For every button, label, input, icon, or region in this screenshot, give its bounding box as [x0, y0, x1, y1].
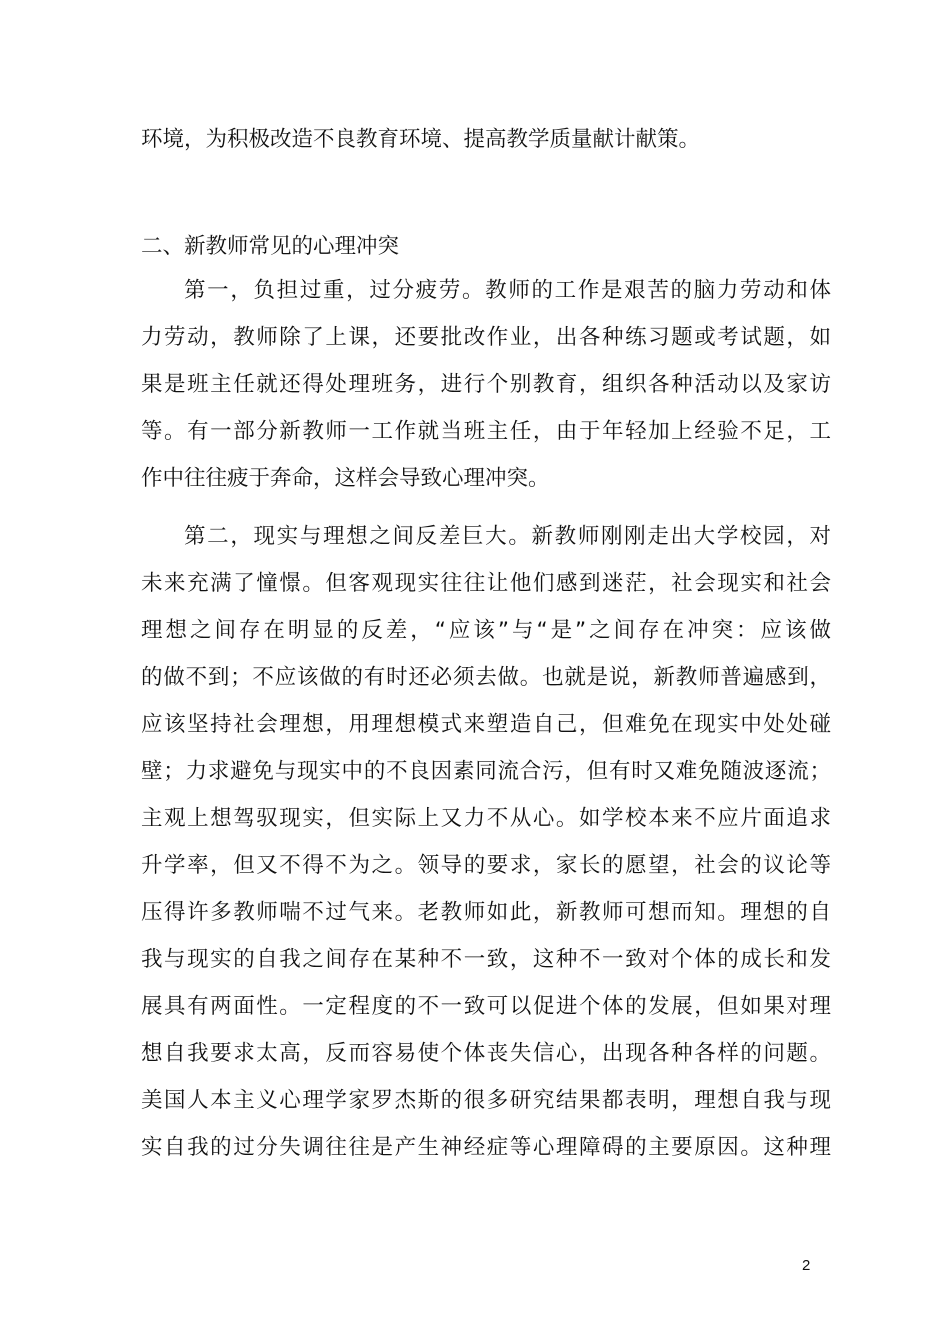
paragraph-line: 果是班主任就还得处理班务，进行个别教育，组织各种活动以及家访: [141, 372, 831, 397]
section-heading: 二、新教师常见的心理冲突: [141, 234, 400, 259]
paragraph-line: 作中往往疲于奔命，这样会导致心理冲突。: [141, 466, 550, 491]
paragraph-line: 想自我要求太高，反而容易使个体丧失信心，出现各种各样的问题。: [141, 1041, 831, 1066]
paragraph-line: 美国人本主义心理学家罗杰斯的很多研究结果都表明，理想自我与现: [141, 1088, 831, 1113]
carryover-text-line: 环境，为积极改造不良教育环境、提高教学质量献计献策。: [141, 127, 701, 152]
paragraph-line: 压得许多教师喘不过气来。老教师如此，新教师可想而知。理想的自: [141, 900, 831, 925]
paragraph-line: 壁；力求避免与现实中的不良因素同流合污，但有时又难免随波逐流；: [141, 759, 831, 784]
paragraph-line: 实自我的过分失调往往是产生神经症等心理障碍的主要原因。这种理: [141, 1135, 831, 1160]
paragraph-line: 升学率，但又不得不为之。领导的要求，家长的愿望，社会的议论等: [141, 853, 831, 878]
paragraph-line: 等。有一部分新教师一工作就当班主任，由于年轻加上经验不足，工: [141, 419, 831, 444]
paragraph-line: 理想之间存在明显的反差，“应该”与“是”之间存在冲突：应该做: [141, 618, 831, 643]
page-number: 2: [802, 1257, 811, 1274]
paragraph-line: 的做不到；不应该做的有时还必须去做。也就是说，新教师普遍感到，: [141, 665, 831, 690]
paragraph-line: 我与现实的自我之间存在某种不一致，这种不一致对个体的成长和发: [141, 947, 831, 972]
paragraph-line: 主观上想驾驭现实，但实际上又力不从心。如学校本来不应片面追求: [141, 806, 831, 831]
paragraph-line: 应该坚持社会理想，用理想模式来塑造自己，但难免在现实中处处碰: [141, 712, 831, 737]
paragraph-line: 第二，现实与理想之间反差巨大。新教师刚刚走出大学校园，对: [184, 524, 831, 549]
paragraph-line: 展具有两面性。一定程度的不一致可以促进个体的发展，但如果对理: [141, 994, 831, 1019]
paragraph-line: 第一，负担过重，过分疲劳。教师的工作是艰苦的脑力劳动和体: [184, 278, 831, 303]
paragraph-line: 未来充满了憧憬。但客观现实往往让他们感到迷茫，社会现实和社会: [141, 571, 831, 596]
paragraph-line: 力劳动，教师除了上课，还要批改作业，出各种练习题或考试题，如: [141, 325, 831, 350]
